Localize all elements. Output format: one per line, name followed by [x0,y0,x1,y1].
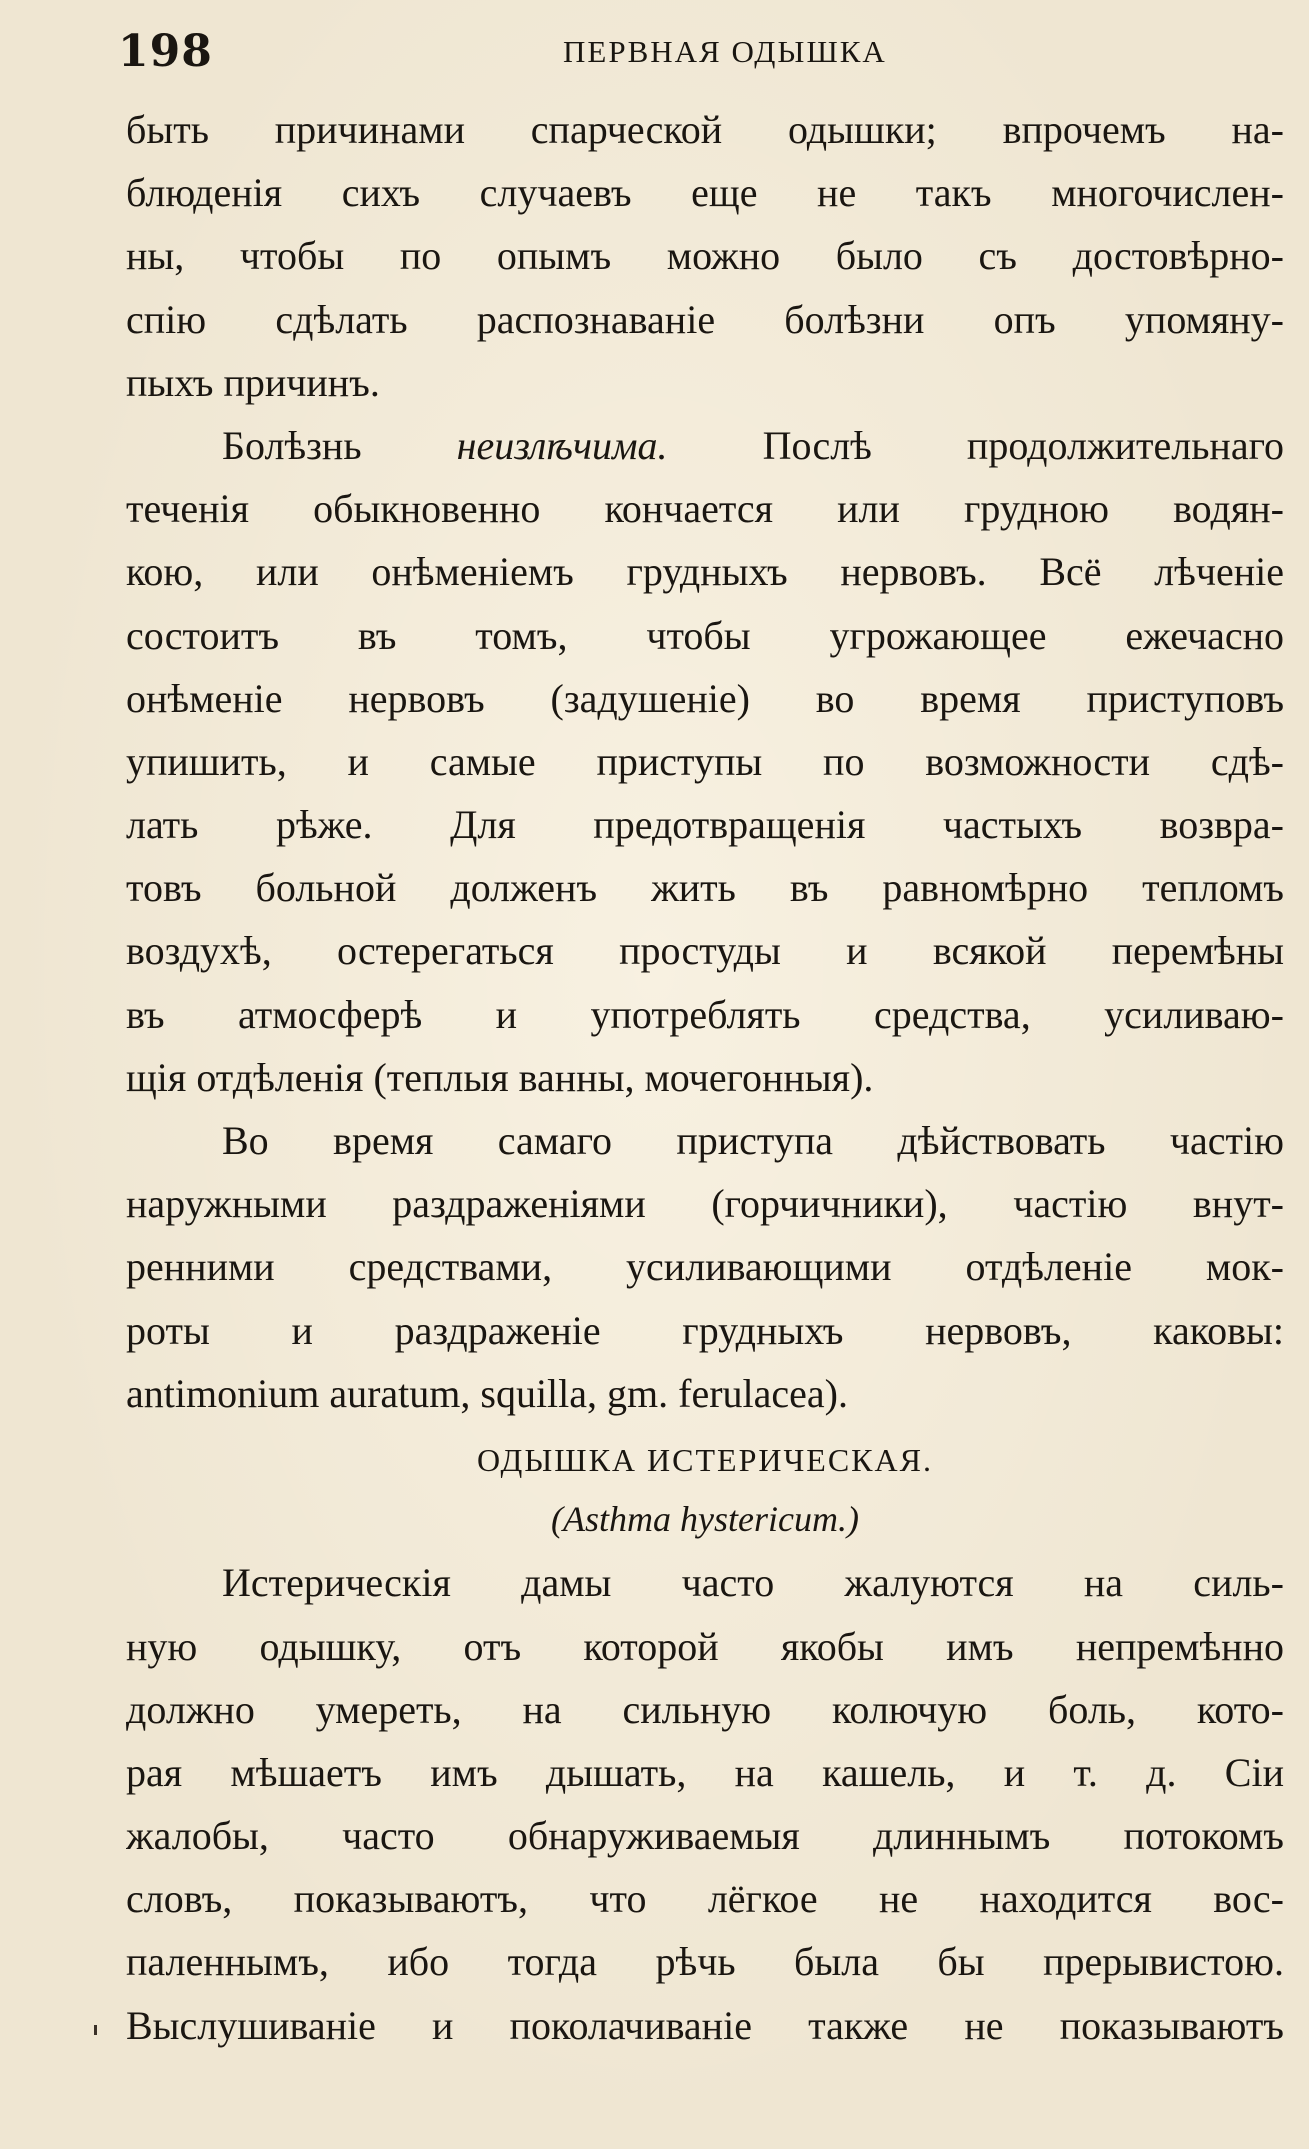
page-header [118,26,1278,86]
emphasized-word: неизлѣчима. [456,422,668,468]
text-line: спію сдѣлать распознаваніе болѣзни опъ упомяну- [126,296,1284,342]
text-line: паленнымъ, ибо тогда рѣчь была бы прерывистою. [126,1939,1284,1985]
text-line: ны, чтобы по опымъ можно было съ достовѣрно- [126,233,1284,279]
text-line: antimonium auratum, squilla, gm. ferulacea). [126,1370,848,1416]
text-line: щія отдѣленія (теплыя ванны, мочегонныя). [126,1054,874,1100]
text-line-suffix: Послѣ продолжительнаго [667,422,1284,468]
section-title: ОДЫШКА ИСТЕРИЧЕСКАЯ. [477,1441,933,1478]
text-line: товъ больной долженъ жить въ равномѣрно тепломъ [126,865,1284,911]
text-line: кою, или онѣменіемъ грудныхъ нервовъ. Всё лѣченіе [126,549,1284,595]
print-mark [94,2025,97,2035]
page-number: 198 [118,26,213,77]
text-line: рая мѣшаетъ имъ дышать, на кашель, и т. д. Сіи [126,1749,1284,1795]
text-line: Истерическія дамы часто жалуются на силь- [222,1560,1284,1606]
text-line: Выслушиваніе и поколачиваніе также не показываютъ [126,2002,1284,2048]
body-text [126,98,1284,2057]
text-line [126,414,1284,477]
text-line: упишить, и самые приступы по возможности сдѣ- [126,738,1284,784]
text-line: наружными раздраженіями (горчичники), частію внут- [126,1181,1284,1227]
text-line: быть причинами спарческой одышки; впрочемъ на- [126,107,1284,152]
text-line: ренними средствами, усиливающими отдѣленіе мок- [126,1244,1284,1290]
text-line: онѣменіе нервовъ (задушеніе) во время приступовъ [126,675,1284,721]
text-line: лать рѣже. Для предотвращенія частыхъ возвра- [126,802,1284,848]
text-line: словъ, показываютъ, что лёгкое не находится вос- [126,1876,1284,1922]
text-line: пыхъ причинъ. [126,359,380,405]
text-block-1 [126,98,1284,1425]
running-head: ПЕРВНАЯ ОДЫШКА [563,34,887,69]
text-line: жалобы, часто обнаруживаемыя длиннымъ потокомъ [126,1813,1284,1859]
text-line: должно умереть, на сильную колючую боль, кото- [126,1686,1284,1732]
text-line: блюденія сихъ случаевъ еще не такъ многочислен- [126,170,1284,216]
text-line: воздухѣ, остерегаться простуды и всякой перемѣны [126,928,1284,974]
text-block-2 [126,1551,1284,2057]
text-line: роты и раздраженіе грудныхъ нервовъ, каковы: [126,1307,1284,1353]
text-line: ную одышку, отъ которой якобы имъ непремѣнно [126,1623,1284,1669]
text-line: состоитъ въ томъ, чтобы угрожающее ежечасно [126,612,1284,658]
text-line: Во время самаго приступа дѣйствовать частію [222,1118,1284,1163]
section-subtitle: (Asthma hystericum.) [551,1499,859,1540]
text-line-prefix: Болѣзнь [222,422,457,468]
text-line: теченія обыкновенно кончается или грудною водян- [126,486,1284,532]
text-line: въ атмосферѣ и употреблять средства, усиливаю- [126,991,1284,1037]
